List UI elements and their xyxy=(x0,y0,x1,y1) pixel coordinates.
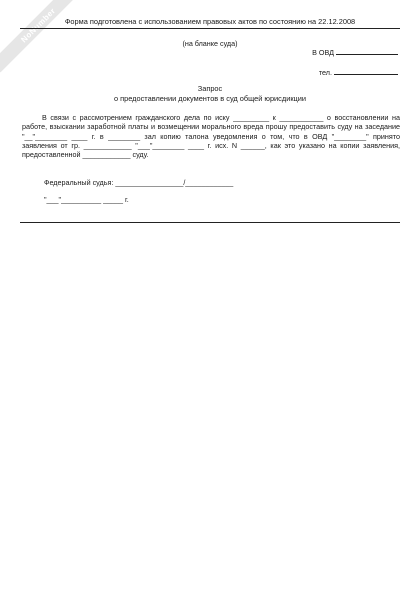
watermark-ribbon xyxy=(0,0,85,72)
phone-label: тел. xyxy=(318,68,332,77)
header-note: Форма подготовлена с использованием правовых актов по состоянию на 22.12.2008 xyxy=(64,17,356,26)
watermark-text: NoNumber xyxy=(18,5,58,45)
phone-line xyxy=(319,67,398,77)
title-line-2: о предоставлении документов в суд общей юрисдикции xyxy=(113,94,307,103)
document-title xyxy=(20,84,400,104)
signature-blank: _________________/____________ xyxy=(115,178,234,187)
header-divider xyxy=(20,28,400,29)
court-blank-label: (на бланке суда) xyxy=(182,39,238,48)
body-text: В связи с рассмотрением гражданского дела по иску _________ к ___________ о восстановлении на работе, взыскании заработной платы и возмещении морального вреда прошу предоставить суду на заседание "__"________ ____ г. в ________ зал копию талона уведомления о том, что в ОВД "________" принято заявления от гр. ____________ "___"________ ____ г. исх. N ______, как это указано на копии заявления, предоставленной ____________ суду. xyxy=(22,113,400,160)
title-line-1: Запрос xyxy=(197,84,223,93)
signature-label: Федеральный судья: xyxy=(44,178,114,187)
date-line: "___"__________ _____ г. xyxy=(44,195,129,204)
footer-divider xyxy=(20,222,400,223)
recipient-label: В ОВД xyxy=(312,48,334,57)
body-paragraph xyxy=(22,113,400,159)
recipient-blank xyxy=(336,47,398,55)
recipient-line xyxy=(312,47,398,57)
signature-line xyxy=(44,178,233,187)
phone-blank xyxy=(334,67,398,75)
